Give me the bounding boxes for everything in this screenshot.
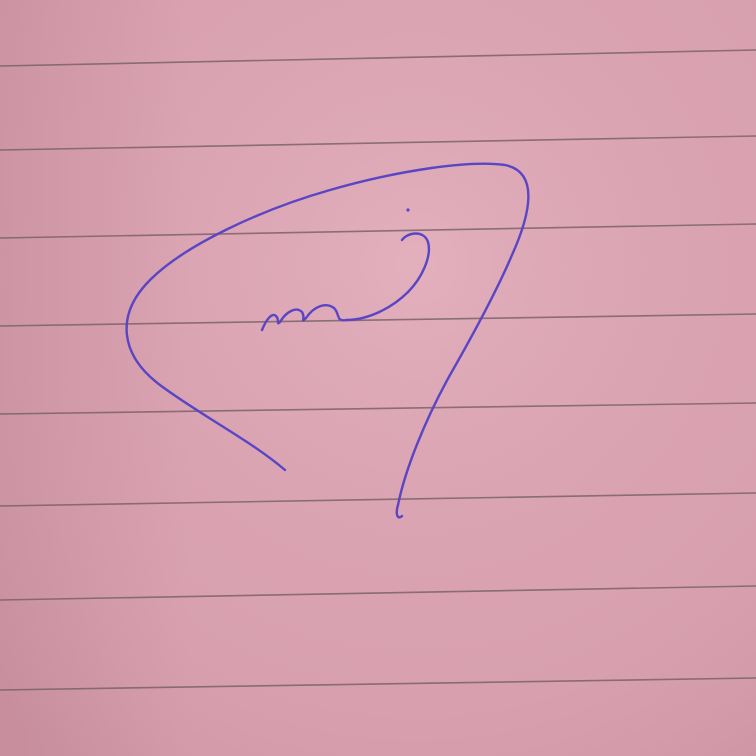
signature-dot bbox=[406, 208, 409, 211]
